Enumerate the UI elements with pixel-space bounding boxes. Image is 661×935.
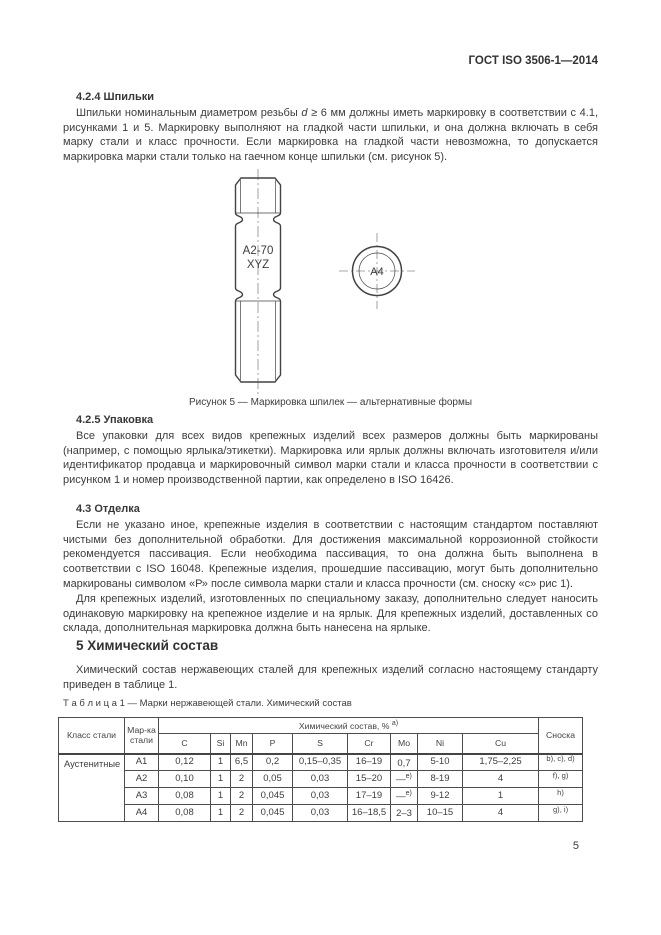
cell-ni: 8-19 bbox=[418, 771, 463, 788]
header-element-si: Si bbox=[211, 734, 231, 754]
header-element-ni: Ni bbox=[418, 734, 463, 754]
paragraph-text: ≥ 6 мм должны иметь маркировку в соответствии с 4.1, рисунками 1 и 5. Маркировку выполняют на гладкой части шпильки, и она должна включать в себя марку стали и класс прочности. Если маркировка на гладкой части невозможна, то допускается маркировка марки стали только на гаечном конце шпильки (см. рисунок 5). bbox=[63, 107, 599, 164]
cell-p: 0,045 bbox=[253, 805, 293, 822]
cell-grade: A1 bbox=[125, 754, 159, 771]
cell-si: 1 bbox=[211, 805, 231, 822]
cell-cu: 4 bbox=[463, 805, 539, 822]
header-composition-footnote: a) bbox=[391, 720, 399, 728]
cell-p: 0,045 bbox=[253, 788, 293, 805]
cell-s: 0,03 bbox=[293, 805, 348, 822]
cell-note bbox=[539, 754, 583, 771]
cell-cr: 16–19 bbox=[348, 754, 391, 771]
cell-c: 0,08 bbox=[159, 788, 211, 805]
paragraph-4-2-4 bbox=[63, 106, 598, 165]
cell-note bbox=[539, 771, 583, 788]
cell-cr: 16–18,5 bbox=[348, 805, 391, 822]
cell-mo bbox=[391, 805, 418, 822]
cell-mo bbox=[391, 754, 418, 771]
document-title: ГОСТ ISO 3506-1—2014 bbox=[468, 55, 598, 67]
header-composition-text: Химический состав, % bbox=[298, 721, 392, 732]
header-element-mn: Mn bbox=[231, 734, 253, 754]
header-element-p: P bbox=[253, 734, 293, 754]
footnote-refs: b), c), d) bbox=[546, 754, 575, 764]
end-view-label: A4 bbox=[370, 266, 384, 278]
cell-mn: 2 bbox=[231, 788, 253, 805]
section-heading-5: 5 Химический состав bbox=[76, 638, 219, 653]
cell-cr: 17–19 bbox=[348, 788, 391, 805]
cell-mn: 2 bbox=[231, 805, 253, 822]
cell-c: 0,08 bbox=[159, 805, 211, 822]
section-heading-4-3: 4.3 Отделка bbox=[76, 503, 140, 515]
mo-value: — bbox=[396, 774, 406, 786]
section-heading-4-2-4: 4.2.4 Шпильки bbox=[76, 91, 154, 103]
chemical-composition-table bbox=[58, 717, 583, 822]
paragraph-5: Химический состав нержавеющих сталей для крепежных изделий согласно настоящему стандарту приведен в таблице 1. bbox=[63, 664, 598, 691]
footnote-refs: f), g) bbox=[552, 770, 569, 780]
section-heading-4-2-5: 4.2.5 Упаковка bbox=[76, 414, 154, 426]
mo-value: 2–3 bbox=[396, 808, 412, 820]
footnote-refs: h) bbox=[557, 787, 564, 797]
header-steel-class: Класс стали bbox=[59, 718, 125, 754]
cell-p: 0,2 bbox=[253, 754, 293, 771]
cell-mn: 2 bbox=[231, 771, 253, 788]
cell-si: 1 bbox=[211, 788, 231, 805]
cell-steel-class: Аустенитные bbox=[59, 754, 125, 822]
cell-grade: A4 bbox=[125, 805, 159, 822]
header-element-c: C bbox=[159, 734, 211, 754]
cell-c: 0,12 bbox=[159, 754, 211, 771]
cell-s: 0,15–0,35 bbox=[293, 754, 348, 771]
cell-ni: 9-12 bbox=[418, 788, 463, 805]
table-1-caption: Т а б л и ц а 1 — Марки нержавеющей стали. Химический состав bbox=[63, 698, 352, 709]
cell-si: 1 bbox=[211, 754, 231, 771]
figure-5-caption: Рисунок 5 — Маркировка шпилек — альтернативные формы bbox=[188, 397, 473, 408]
cell-cu: 1,75–2,25 bbox=[463, 754, 539, 771]
cell-cu: 4 bbox=[463, 771, 539, 788]
page-number: 5 bbox=[572, 840, 579, 852]
cell-mn: 6,5 bbox=[231, 754, 253, 771]
cell-s: 0,03 bbox=[293, 771, 348, 788]
mo-value: 0,7 bbox=[397, 757, 411, 769]
cell-s: 0,03 bbox=[293, 788, 348, 805]
cell-grade: A2 bbox=[125, 771, 159, 788]
cell-cr: 15–20 bbox=[348, 771, 391, 788]
mo-footnote: e) bbox=[405, 773, 412, 781]
cell-note bbox=[539, 805, 583, 822]
header-element-cr: Cr bbox=[348, 734, 391, 754]
paragraph-4-2-5: Все упаковки для всех видов крепежных изделий всех размеров должны быть маркированы (например, с помощью ярлыка/этикетки). Маркировка или ярлык должны включать изготовителя и/или идентификатор продавца и маркировочный символ марки стали и класса прочности в соответствии с рисунком 1 и номер производственной партии, как определено в ISO 16426. bbox=[63, 430, 598, 487]
cell-mo bbox=[391, 788, 418, 805]
paragraph-text: Шпильки номинальным диаметром резьбы bbox=[76, 107, 302, 119]
variable-d: d bbox=[301, 107, 308, 119]
cell-grade: A3 bbox=[125, 788, 159, 805]
header-composition bbox=[159, 718, 539, 734]
paragraph-4-3-1: Если не указано иное, крепежные изделия в соответствии с настоящим стандартом поставляют чистыми без дополнительной обработки. Для достижения максимальной коррозионной стойкости рекомендуется пассивация. Если необходима пассивация, то она должна быть выполнена в соответствии с ISO 16048. Крепежные изделия, прошедшие пассивацию, могут быть дополнительно маркированы символом «Р» после символа марки стали и класса прочности (см. сноску «с» рис 1). bbox=[63, 519, 598, 590]
header-steel-grade: Мар-ка стали bbox=[125, 718, 159, 754]
footnote-refs: g), i) bbox=[552, 804, 569, 814]
cell-ni: 10–15 bbox=[418, 805, 463, 822]
cell-c: 0,10 bbox=[159, 771, 211, 788]
header-footnote: Сноска bbox=[539, 718, 583, 754]
header-element-cu: Cu bbox=[463, 734, 539, 754]
cell-p: 0,05 bbox=[253, 771, 293, 788]
stud-marking-manufacturer: XYZ bbox=[246, 259, 270, 271]
cell-note bbox=[539, 788, 583, 805]
cell-ni: 5-10 bbox=[418, 754, 463, 771]
figure-5-drawing bbox=[63, 168, 598, 396]
cell-si: 1 bbox=[211, 771, 231, 788]
header-element-mo: Mo bbox=[391, 734, 418, 754]
stud-technical-drawing bbox=[63, 168, 598, 396]
header-element-s: S bbox=[293, 734, 348, 754]
mo-value: — bbox=[396, 791, 406, 803]
cell-mo bbox=[391, 771, 418, 788]
cell-cu: 1 bbox=[463, 788, 539, 805]
stud-marking-grade: A2-70 bbox=[242, 245, 274, 257]
mo-footnote: e) bbox=[405, 790, 412, 798]
paragraph-4-3-2: Для крепежных изделий, изготовленных по специальному заказу, дополнительно следует наносить одинаковую маркировку на крепежное изделие и на ярлык. Для крепежных изделий, доставленных со склада, дополнительная маркировка должна быть нанесена на ярлыке. bbox=[63, 593, 598, 635]
